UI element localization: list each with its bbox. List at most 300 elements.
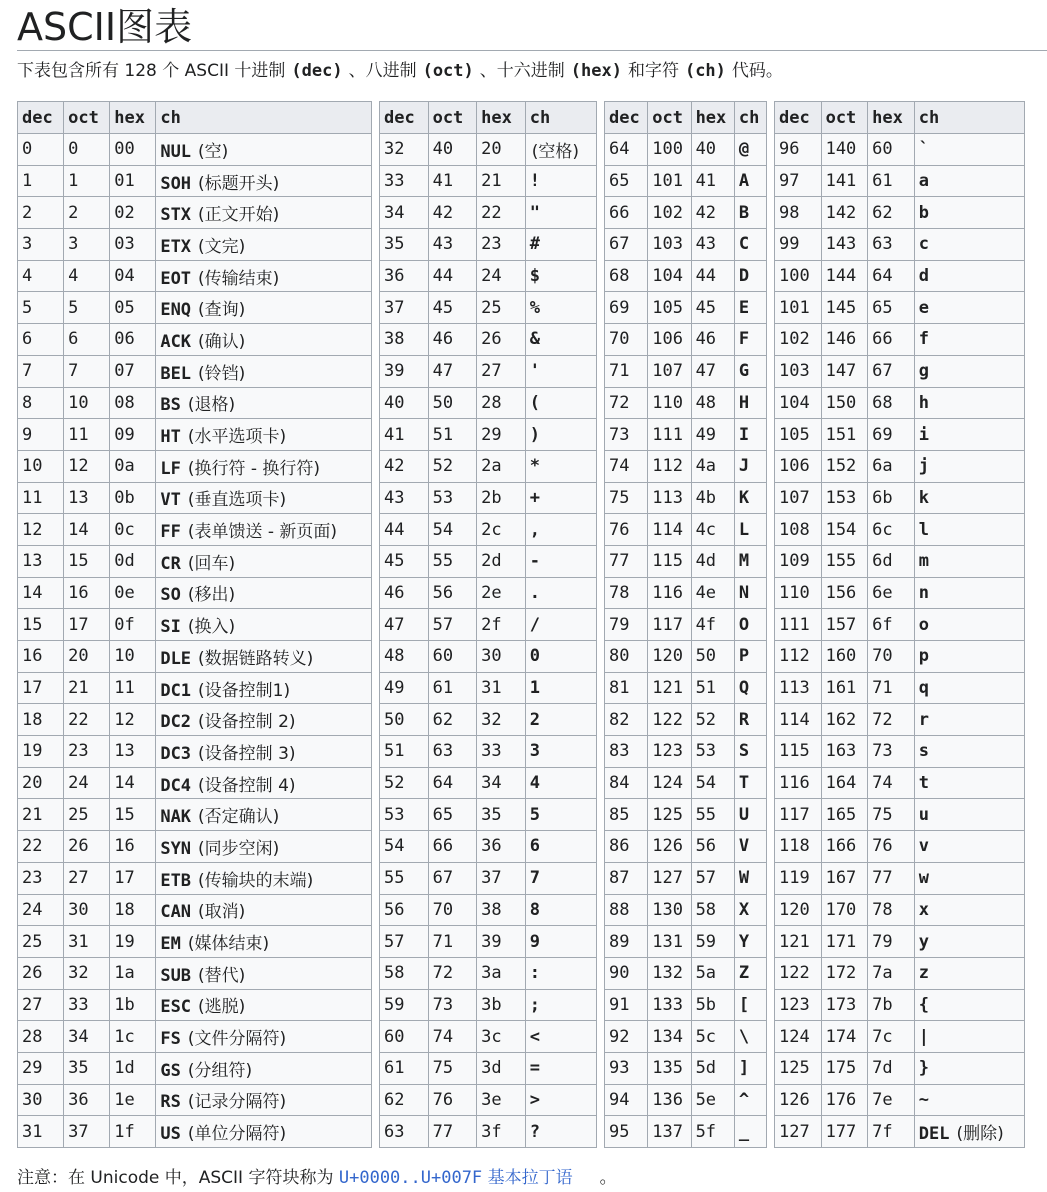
dec-cell: 5 (18, 292, 64, 324)
table-row (18, 799, 372, 831)
ch-cell (156, 324, 372, 356)
table-row (18, 514, 372, 546)
oct-cell: 166 (821, 831, 868, 863)
dec-cell: 58 (380, 957, 429, 989)
ch-cell (914, 229, 1024, 261)
oct-cell: 12 (64, 450, 110, 482)
oct-cell: 176 (821, 1084, 868, 1116)
hex-cell: 71 (868, 672, 915, 704)
oct-cell: 13 (64, 482, 110, 514)
hex-cell: 56 (691, 831, 734, 863)
char-symbol: 3 (529, 741, 540, 762)
dec-cell: 96 (775, 134, 822, 166)
ch-cell (914, 197, 1024, 229)
oct-cell: 125 (648, 799, 691, 831)
table-row (775, 260, 1025, 292)
char-symbol: ESC (160, 997, 192, 1018)
char-symbol: b (918, 202, 929, 223)
char-symbol: SYN (160, 838, 192, 859)
oct-cell: 3 (64, 229, 110, 261)
hex-cell: 1b (110, 989, 156, 1021)
ch-cell (156, 799, 372, 831)
hex-cell: 1a (110, 957, 156, 989)
char-description: (标题开头) (198, 173, 280, 194)
dec-cell: 33 (380, 165, 429, 197)
char-symbol: GS (160, 1060, 181, 1081)
oct-cell: 171 (821, 926, 868, 958)
ch-cell (734, 831, 766, 863)
ch-cell (914, 514, 1024, 546)
char-symbol: ^ (738, 1089, 750, 1110)
hex-cell: 2a (477, 450, 526, 482)
intro-suffix: 代码。 (731, 61, 783, 81)
char-symbol: s (918, 741, 929, 762)
char-symbol: ENQ (160, 300, 192, 321)
dec-cell: 102 (775, 324, 822, 356)
hex-cell: 58 (691, 894, 734, 926)
ch-cell (156, 1021, 372, 1053)
dec-cell: 16 (18, 641, 64, 673)
ch-cell (914, 355, 1024, 387)
ch-cell (734, 704, 766, 736)
ch-cell (525, 197, 596, 229)
hex-cell: 59 (691, 926, 734, 958)
table-row (380, 704, 597, 736)
table-row (775, 355, 1025, 387)
ch-cell (525, 260, 596, 292)
oct-cell: 15 (64, 545, 110, 577)
hex-cell: 14 (110, 767, 156, 799)
char-symbol: C (738, 234, 750, 255)
hex-cell: 67 (868, 355, 915, 387)
ch-cell (734, 419, 766, 451)
ch-cell (525, 482, 596, 514)
table-row (380, 1084, 597, 1116)
hex-cell: 78 (868, 894, 915, 926)
table-row (775, 989, 1025, 1021)
hex-cell: 7d (868, 1052, 915, 1084)
oct-cell: 71 (428, 926, 477, 958)
ch-cell (156, 609, 372, 641)
ch-cell (156, 482, 372, 514)
oct-cell: 1 (64, 165, 110, 197)
unicode-range-link[interactable] (339, 1168, 573, 1188)
ch-cell (734, 355, 766, 387)
table-row (18, 577, 372, 609)
ch-cell (914, 1084, 1024, 1116)
char-symbol: - (529, 551, 540, 572)
oct-cell: 63 (428, 736, 477, 768)
char-symbol: N (738, 582, 750, 603)
char-symbol: ? (529, 1121, 540, 1142)
dec-cell: 121 (775, 926, 822, 958)
hex-cell: 02 (110, 197, 156, 229)
table-row (775, 134, 1025, 166)
dec-cell: 87 (605, 862, 648, 894)
dec-cell: 56 (380, 894, 429, 926)
hex-cell: 3d (477, 1052, 526, 1084)
dec-cell: 3 (18, 229, 64, 261)
char-symbol: HT (160, 427, 181, 448)
dec-cell: 8 (18, 387, 64, 419)
oct-cell: 42 (428, 197, 477, 229)
hex-cell: 20 (477, 134, 526, 166)
table-row (380, 1052, 597, 1084)
dec-cell: 118 (775, 831, 822, 863)
title-divider (17, 50, 1047, 51)
column-header-hex: hex (477, 102, 526, 134)
oct-cell: 34 (64, 1021, 110, 1053)
dec-cell: 126 (775, 1084, 822, 1116)
dec-cell: 79 (605, 609, 648, 641)
ch-cell (525, 229, 596, 261)
table-row (18, 1052, 372, 1084)
column-header-hex: hex (691, 102, 734, 134)
table-row (18, 736, 372, 768)
hex-cell: 68 (868, 387, 915, 419)
oct-cell: 36 (64, 1084, 110, 1116)
hex-cell: 13 (110, 736, 156, 768)
ch-cell (734, 482, 766, 514)
table-row (380, 736, 597, 768)
hex-cell: 4f (691, 609, 734, 641)
hex-cell: 4b (691, 482, 734, 514)
char-symbol: ( (529, 392, 540, 413)
table-row (605, 260, 767, 292)
oct-cell: 53 (428, 482, 477, 514)
hex-cell: 4e (691, 577, 734, 609)
dec-cell: 10 (18, 450, 64, 482)
ch-cell (156, 450, 372, 482)
table-row (605, 799, 767, 831)
table-row (380, 641, 597, 673)
char-symbol: { (918, 994, 929, 1015)
oct-cell: 110 (648, 387, 691, 419)
oct-cell: 66 (428, 831, 477, 863)
char-symbol: = (529, 1058, 540, 1079)
table-row (775, 799, 1025, 831)
hex-cell: 1f (110, 1116, 156, 1148)
ch-cell (914, 799, 1024, 831)
table-row (605, 767, 767, 799)
hex-cell: 70 (868, 641, 915, 673)
dec-cell: 39 (380, 355, 429, 387)
dec-cell: 47 (380, 609, 429, 641)
hex-cell: 11 (110, 672, 156, 704)
dec-cell: 113 (775, 672, 822, 704)
table-row (605, 355, 767, 387)
table-row (605, 387, 767, 419)
hex-cell: 07 (110, 355, 156, 387)
char-symbol: c (918, 234, 929, 255)
ch-cell (734, 324, 766, 356)
table-row (605, 229, 767, 261)
hex-cell: 29 (477, 419, 526, 451)
char-symbol: ) (529, 424, 540, 445)
oct-cell: 33 (64, 989, 110, 1021)
char-description: (设备控制 4) (198, 775, 296, 796)
table-row (605, 894, 767, 926)
hex-cell: 09 (110, 419, 156, 451)
char-symbol: CAN (160, 902, 192, 923)
column-header-hex: hex (868, 102, 915, 134)
table-row (775, 197, 1025, 229)
hex-cell: 21 (477, 165, 526, 197)
table-row (18, 767, 372, 799)
table-row (18, 482, 372, 514)
ch-cell (525, 641, 596, 673)
hex-cell: 37 (477, 862, 526, 894)
ch-cell (156, 767, 372, 799)
dec-cell: 19 (18, 736, 64, 768)
table-row (380, 989, 597, 1021)
hex-cell: 03 (110, 229, 156, 261)
oct-cell: 111 (648, 419, 691, 451)
table-row (605, 736, 767, 768)
char-symbol: V (738, 836, 750, 857)
intro-sep-1: 、八进制 (348, 61, 417, 81)
table-row (605, 545, 767, 577)
char-description: (设备控制 2) (198, 712, 296, 733)
hex-cell: 0b (110, 482, 156, 514)
hex-cell: 61 (868, 165, 915, 197)
dec-cell: 18 (18, 704, 64, 736)
table-row (18, 831, 372, 863)
char-symbol: 7 (529, 868, 540, 889)
dec-cell: 40 (380, 387, 429, 419)
table-row (18, 324, 372, 356)
hex-cell: 38 (477, 894, 526, 926)
dec-cell: 114 (775, 704, 822, 736)
oct-cell: 75 (428, 1052, 477, 1084)
dec-cell: 81 (605, 672, 648, 704)
ch-cell (525, 1084, 596, 1116)
hex-cell: 2d (477, 545, 526, 577)
dec-cell: 24 (18, 894, 64, 926)
dec-cell: 116 (775, 767, 822, 799)
oct-cell: 154 (821, 514, 868, 546)
char-symbol: NAK (160, 807, 192, 828)
ch-cell (156, 862, 372, 894)
table-row (605, 862, 767, 894)
ch-cell (156, 1116, 372, 1148)
ch-cell (734, 1116, 766, 1148)
dec-cell: 84 (605, 767, 648, 799)
char-symbol: L (738, 519, 750, 540)
hex-cell: 05 (110, 292, 156, 324)
dec-cell: 55 (380, 862, 429, 894)
hex-cell: 7b (868, 989, 915, 1021)
table-row (775, 894, 1025, 926)
char-symbol: I (738, 424, 750, 445)
table-row (605, 514, 767, 546)
table-row (380, 609, 597, 641)
char-symbol: } (918, 1058, 929, 1079)
char-description: (换入) (187, 617, 236, 638)
hex-cell: 2f (477, 609, 526, 641)
char-symbol: Z (738, 963, 750, 984)
hex-cell: 0a (110, 450, 156, 482)
table-row (18, 355, 372, 387)
oct-cell: 143 (821, 229, 868, 261)
ch-cell (156, 926, 372, 958)
oct-cell: 147 (821, 355, 868, 387)
table-row (775, 229, 1025, 261)
char-symbol: q (918, 678, 929, 699)
char-description: (文件分隔符) (187, 1029, 287, 1050)
dec-cell: 107 (775, 482, 822, 514)
hex-cell: 7c (868, 1021, 915, 1053)
hex-cell: 00 (110, 134, 156, 166)
ch-cell (525, 989, 596, 1021)
ch-cell (734, 514, 766, 546)
table-row (380, 1116, 597, 1148)
table-row (380, 831, 597, 863)
oct-cell: 25 (64, 799, 110, 831)
ch-cell (734, 767, 766, 799)
dec-cell: 44 (380, 514, 429, 546)
table-row (18, 1021, 372, 1053)
char-symbol: v (918, 836, 929, 857)
oct-cell: 44 (428, 260, 477, 292)
char-symbol: ; (529, 994, 540, 1015)
char-symbol: ACK (160, 331, 192, 352)
oct-cell: 23 (64, 736, 110, 768)
char-description: (回车) (187, 553, 236, 574)
oct-cell: 141 (821, 165, 868, 197)
dec-cell: 50 (380, 704, 429, 736)
char-description: (媒体结束) (187, 934, 270, 955)
char-symbol: F (738, 329, 750, 350)
dec-cell: 109 (775, 545, 822, 577)
intro-paragraph (17, 58, 783, 84)
dec-cell: 60 (380, 1021, 429, 1053)
char-symbol: $ (529, 266, 540, 287)
char-symbol: 1 (529, 678, 540, 699)
hex-cell: 3b (477, 989, 526, 1021)
table-row (605, 609, 767, 641)
char-symbol: Y (738, 931, 750, 952)
table-row (605, 292, 767, 324)
hex-cell: 41 (691, 165, 734, 197)
char-symbol: VT (160, 490, 181, 511)
dec-cell: 66 (605, 197, 648, 229)
ch-cell (156, 831, 372, 863)
hex-cell: 17 (110, 862, 156, 894)
ch-cell (156, 545, 372, 577)
dec-cell: 52 (380, 767, 429, 799)
ch-cell (525, 957, 596, 989)
ch-cell (914, 324, 1024, 356)
table-row (775, 419, 1025, 451)
char-symbol: O (738, 614, 750, 635)
hex-cell: 30 (477, 641, 526, 673)
ch-cell (525, 577, 596, 609)
char-symbol: X (738, 899, 750, 920)
oct-cell: 155 (821, 545, 868, 577)
char-symbol: M (738, 551, 750, 572)
oct-cell: 14 (64, 514, 110, 546)
table-row (18, 450, 372, 482)
char-symbol: * (529, 456, 540, 477)
dec-cell: 88 (605, 894, 648, 926)
dec-cell: 72 (605, 387, 648, 419)
oct-cell: 104 (648, 260, 691, 292)
dec-cell: 35 (380, 229, 429, 261)
table-row (605, 831, 767, 863)
oct-cell: 152 (821, 450, 868, 482)
table-row (775, 387, 1025, 419)
hex-cell: 0e (110, 577, 156, 609)
column-header-dec: dec (775, 102, 822, 134)
ch-cell (734, 989, 766, 1021)
char-description: (空格) (531, 141, 579, 162)
hex-cell: 32 (477, 704, 526, 736)
char-symbol: # (529, 234, 540, 255)
oct-cell: 76 (428, 1084, 477, 1116)
note-suffix: 。 (599, 1168, 617, 1188)
ch-cell (156, 165, 372, 197)
char-description: (移出) (187, 585, 236, 606)
char-description: (取消) (198, 902, 246, 923)
char-symbol: w (918, 868, 929, 889)
ch-cell (734, 450, 766, 482)
oct-cell: 55 (428, 545, 477, 577)
char-description: (单位分隔符) (187, 1124, 287, 1145)
char-symbol: d (918, 266, 929, 287)
char-symbol: 9 (529, 931, 540, 952)
ch-cell (525, 1021, 596, 1053)
char-symbol: z (918, 963, 929, 984)
table-row (380, 419, 597, 451)
column-header-dec: dec (380, 102, 429, 134)
hex-cell: 7e (868, 1084, 915, 1116)
hex-cell: 51 (691, 672, 734, 704)
char-symbol: : (529, 963, 540, 984)
char-symbol: U (738, 804, 750, 825)
dec-cell: 12 (18, 514, 64, 546)
oct-cell: 175 (821, 1052, 868, 1084)
hex-cell: 4a (691, 450, 734, 482)
oct-cell: 0 (64, 134, 110, 166)
table-row (605, 419, 767, 451)
dec-cell: 123 (775, 989, 822, 1021)
oct-cell: 132 (648, 957, 691, 989)
char-symbol: 0 (529, 646, 540, 667)
hex-cell: 06 (110, 324, 156, 356)
oct-cell: 105 (648, 292, 691, 324)
table-row (380, 450, 597, 482)
intro-prefix: 下表包含所有 128 个 ASCII 十进制 (17, 61, 286, 81)
dec-cell: 43 (380, 482, 429, 514)
hex-cell: 4d (691, 545, 734, 577)
dec-cell: 61 (380, 1052, 429, 1084)
oct-cell: 43 (428, 229, 477, 261)
char-symbol: % (529, 297, 540, 318)
char-symbol: BEL (160, 363, 192, 384)
oct-cell: 27 (64, 862, 110, 894)
dec-cell: 62 (380, 1084, 429, 1116)
dec-cell: 108 (775, 514, 822, 546)
intro-sep-3: 和字符 (627, 61, 679, 81)
dec-cell: 83 (605, 736, 648, 768)
oct-cell: 56 (428, 577, 477, 609)
char-symbol: " (529, 202, 540, 223)
table-row (18, 1116, 372, 1148)
ascii-table-96-127 (774, 101, 1025, 1148)
table-row (775, 577, 1025, 609)
ch-cell (914, 767, 1024, 799)
